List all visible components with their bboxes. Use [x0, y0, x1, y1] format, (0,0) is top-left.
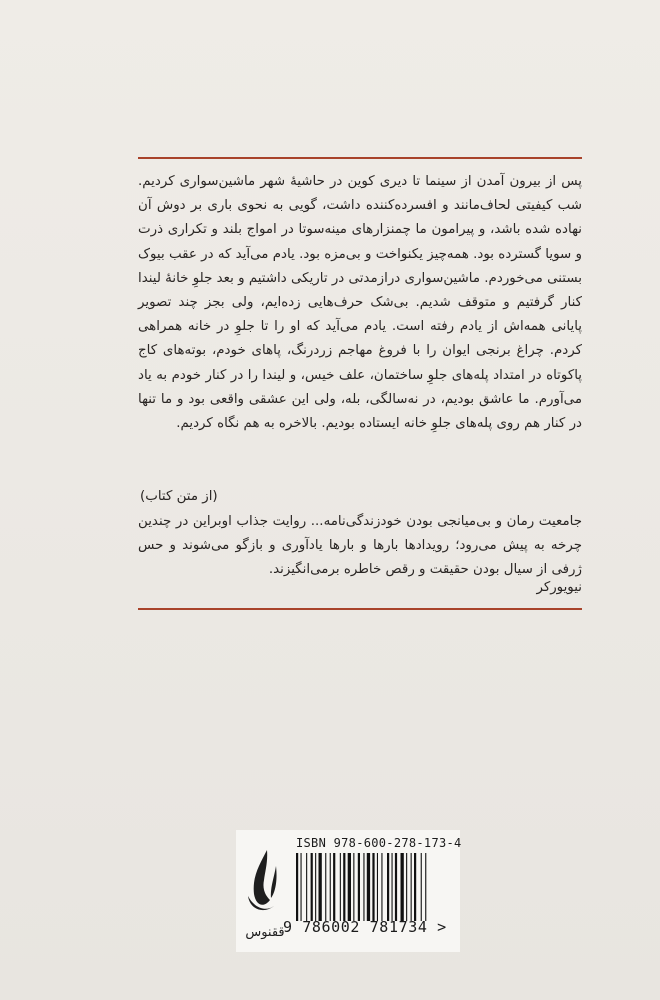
barcode-bar — [425, 853, 426, 921]
barcode-bar — [414, 853, 416, 921]
barcode-bar — [406, 853, 407, 921]
barcode-bar — [392, 853, 393, 921]
barcode-bar — [358, 853, 360, 921]
review-quote: جامعیت رمان و بی‌میانجی بودن خودزندگی‌نامه... روایت جذاب اوبراین در چندین چرخه به پیش می‌رود؛ رویدادها بارها و بارها یادآوری و بازگو می‌شوند و حس ژرفی از سیال بودن حقیقت و رقص خاطره برمی‌انگیزند. — [138, 514, 582, 578]
barcode-bar — [319, 853, 322, 921]
barcode-bar — [315, 853, 316, 921]
barcode-bar — [296, 853, 298, 921]
barcode-bar — [372, 853, 374, 921]
excerpt-source: (از متن کتاب) — [140, 489, 218, 504]
barcode-bar — [311, 853, 313, 921]
isbn-label: ISBN 978-600-278-173-4 — [296, 836, 462, 850]
top-divider-rule — [138, 157, 582, 159]
barcode-bar — [333, 853, 335, 921]
barcode-bar — [343, 853, 345, 921]
barcode-bar — [377, 853, 378, 921]
barcode-bar — [381, 853, 382, 921]
review-source: نیویورکر — [536, 580, 582, 595]
barcode-bar — [301, 853, 302, 921]
barcode-bar — [325, 853, 326, 921]
barcode-bar — [353, 853, 354, 921]
barcode-bar — [387, 853, 389, 921]
bottom-divider-rule — [138, 608, 582, 610]
barcode-bar — [411, 853, 412, 921]
barcode-bar — [340, 853, 341, 921]
book-excerpt: پس از بیرون آمدن از سینما تا دیری کوین در حاشیهٔ شهر ماشین‌سواری کردیم. شب کیفیتی لحاف‌مانند و افسرده‌کننده داشت، گویی به نحوی باری بر دوش آن نهاده شده باشد، و پیرامون ما چمنزارهای مینه‌سوتا در امواج بلند و تکراری ذرت و سویا گسترده بود. همه‌چیز یکنواخت و بی‌مزه بود. یادم می‌آید که در عقب بیوک بستنی می‌خوردم. ماشین‌سواری درازمدتی در تاریکی داشتیم و بعد جلوِ خانهٔ لیندا کنار گرفتیم و متوقف شدیم. بی‌شک حرف‌هایی زده‌ایم، ولی بجز چند تصویر پایانی همه‌اش از یادم رفته است. یادم می‌آید که او را تا جلوِ در خانه همراهی کردم. چراغ برنجی ایوان را با فروغ مهاجم زردرنگ، پاهای خودم، بوته‌های کاج پاکوتاه در امتداد پله‌های جلوِ ساختمان، علف خیس، و لیندا را در کنار خودم به یاد می‌آورم. ما عاشق بودیم، در نه‌سالگی، بله، ولی این عشقی واقعی بود و ما تنها در کنار هم روی پله‌های جلوِ خانه ایستاده بودیم. بالاخره به هم نگاه کردیم. — [138, 174, 582, 432]
barcode-bar — [348, 853, 351, 921]
barcode-bars — [296, 853, 446, 921]
barcode-bar — [330, 853, 331, 921]
barcode-bar — [401, 853, 404, 921]
barcode-digits: 9 786002 781734 > — [283, 918, 447, 936]
barcode-bar — [363, 853, 364, 921]
publisher-name: ققنوس — [245, 925, 285, 940]
barcode-bar — [306, 853, 307, 921]
barcode-bar — [421, 853, 422, 921]
barcode-bar — [367, 853, 370, 921]
barcode-bar — [395, 853, 397, 921]
